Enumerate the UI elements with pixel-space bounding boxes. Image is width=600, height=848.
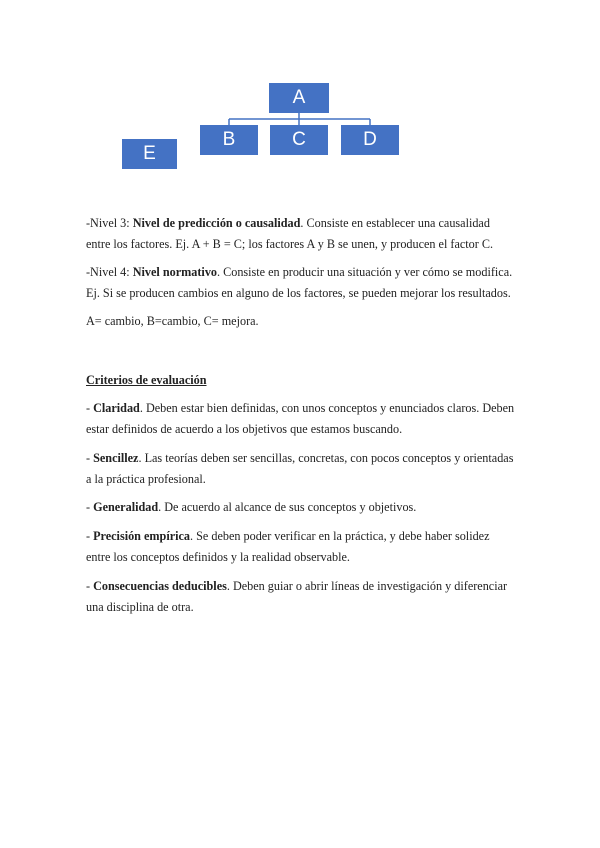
criterio-item bbox=[86, 497, 516, 518]
criterios-heading-block bbox=[86, 370, 516, 391]
criterio-text: . Deben estar bien definidas, con unos conceptos y enunciados claros. Deben estar definidos de acuerdo a los objetivos que estamos buscando. bbox=[86, 401, 515, 436]
node-b: B bbox=[200, 125, 258, 155]
node-e: E bbox=[122, 139, 177, 169]
paragraph-nivel-4 bbox=[86, 262, 516, 304]
criterio-bold: Generalidad bbox=[93, 500, 159, 514]
nivel4-text: . Consiste en producir una situación y ver cómo se modifica. Ej. Si se producen cambios en alguno de los factores, se pueden mejorar los resultados. bbox=[86, 265, 513, 300]
node-a: A bbox=[269, 83, 329, 113]
criterio-prefix: - bbox=[86, 401, 94, 415]
criterio-prefix: - bbox=[86, 529, 94, 543]
nivel4-bold: Nivel normativo bbox=[132, 265, 218, 279]
criterio-prefix: - bbox=[86, 500, 94, 514]
nivel3-prefix: -Nivel 3: bbox=[86, 216, 133, 230]
criterio-text: . Las teorías deben ser sencillas, concretas, con pocos conceptos y orientadas a la práctica profesional. bbox=[86, 451, 514, 486]
paragraph-example bbox=[86, 311, 516, 332]
criterio-bold: Claridad bbox=[93, 401, 140, 415]
nivel3-text: . Consiste en establecer una causalidad entre los factores. Ej. A + B = C; los factores A y B se unen, y producen el factor C. bbox=[86, 216, 494, 251]
criterio-text: . De acuerdo al alcance de sus conceptos y objetivos. bbox=[158, 500, 417, 514]
hierarchy-diagram bbox=[0, 0, 600, 190]
criterio-item bbox=[86, 576, 516, 618]
criterio-bold: Precisión empírica bbox=[93, 529, 191, 543]
node-d: D bbox=[341, 125, 399, 155]
criterio-item bbox=[86, 526, 516, 568]
criterio-text: . Deben guiar o abrir líneas de investigación y diferenciar una disciplina de otra. bbox=[86, 579, 508, 614]
paragraph-nivel-3 bbox=[86, 213, 516, 255]
example-text: A= cambio, B=cambio, C= mejora. bbox=[86, 314, 259, 328]
criterio-bold: Consecuencias deducibles bbox=[93, 579, 227, 593]
criterio-item bbox=[86, 448, 516, 490]
section-heading: Criterios de evaluación bbox=[86, 373, 207, 387]
nivel4-prefix: -Nivel 4: bbox=[86, 265, 133, 279]
node-c: C bbox=[270, 125, 328, 155]
criterio-prefix: - bbox=[86, 579, 94, 593]
nivel3-bold: Nivel de predicción o causalidad bbox=[132, 216, 301, 230]
criterio-prefix: - bbox=[86, 451, 94, 465]
criterio-text: . Se deben poder verificar en la práctica, y debe haber solidez entre los conceptos definidos y la realidad observable. bbox=[86, 529, 490, 564]
criterio-item bbox=[86, 398, 516, 440]
criterio-bold: Sencillez bbox=[93, 451, 139, 465]
